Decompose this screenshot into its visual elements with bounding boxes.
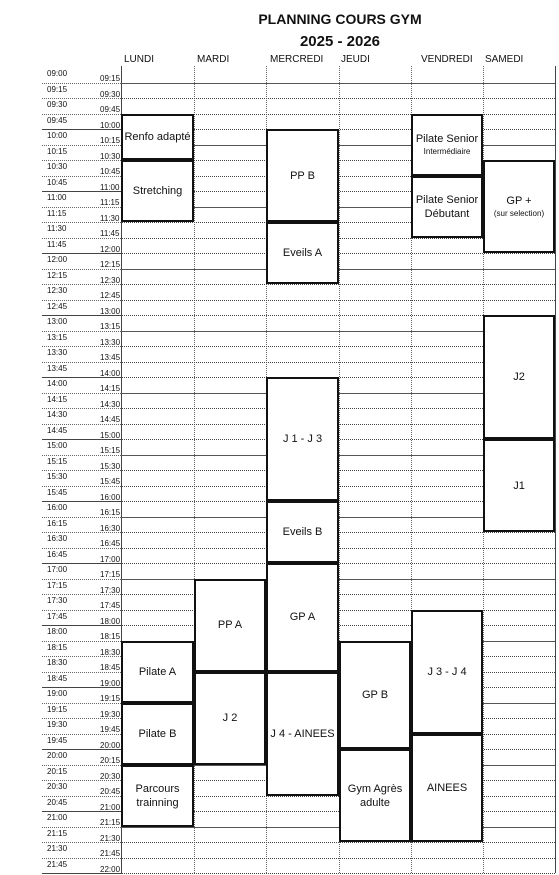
course-block[interactable] bbox=[483, 315, 555, 439]
row-divider bbox=[121, 98, 555, 99]
course-name: trainning bbox=[136, 796, 179, 809]
slot-end-time: 17:30 bbox=[100, 585, 121, 595]
slot-start-time: 14:00 bbox=[47, 379, 68, 388]
slot-end-time: 21:00 bbox=[100, 802, 121, 812]
slot-end-time: 20:15 bbox=[100, 756, 121, 765]
slot-start-time: 19:30 bbox=[47, 720, 68, 729]
slot-start-time: 15:30 bbox=[47, 472, 68, 481]
slot-end-time: 19:15 bbox=[100, 694, 121, 703]
slot-start-time: 17:45 bbox=[47, 611, 68, 621]
slot-start-time: 21:15 bbox=[47, 828, 68, 838]
slot-start-time: 17:30 bbox=[47, 596, 68, 605]
slot-end-time: 14:30 bbox=[100, 399, 121, 409]
slot-start-time: 09:15 bbox=[47, 84, 68, 94]
slot-end-time: 15:15 bbox=[100, 446, 121, 455]
course-name: Renfo adapté bbox=[124, 130, 191, 143]
slot-start-time: 10:15 bbox=[47, 146, 68, 156]
slot-start-time: 13:45 bbox=[47, 363, 68, 373]
slot-end-time: 15:45 bbox=[100, 477, 121, 486]
course-block[interactable] bbox=[266, 563, 339, 672]
course-block[interactable] bbox=[339, 641, 411, 750]
slot-end-time: 10:00 bbox=[100, 120, 121, 130]
slot-end-time: 11:45 bbox=[100, 229, 120, 238]
day-header: VENDREDI bbox=[421, 54, 473, 65]
row-divider bbox=[121, 83, 555, 84]
slot-end-time: 14:00 bbox=[100, 368, 121, 378]
slot-end-time: 17:45 bbox=[100, 601, 121, 610]
course-name: GP B bbox=[361, 688, 389, 701]
course-block[interactable] bbox=[266, 501, 339, 563]
slot-end-time: 13:00 bbox=[100, 306, 121, 316]
course-name: Parcours bbox=[135, 782, 180, 795]
course-name: PP B bbox=[290, 169, 315, 182]
slot-start-time: 18:45 bbox=[47, 673, 68, 683]
slot-end-time: 10:45 bbox=[100, 167, 121, 176]
slot-end-time: 11:00 bbox=[100, 182, 120, 192]
slot-start-time: 20:30 bbox=[47, 782, 68, 791]
course-name: J 4 - AINEES bbox=[270, 727, 335, 740]
course-name: PP A bbox=[217, 619, 243, 631]
course-block[interactable] bbox=[121, 641, 194, 703]
course-detail: Intermédiaire bbox=[423, 147, 471, 156]
slot-start-time: 21:45 bbox=[47, 859, 68, 869]
slot-end-time: 10:15 bbox=[100, 136, 121, 145]
slot-end-time: 12:30 bbox=[100, 275, 121, 285]
course-name: Eveils A bbox=[282, 247, 323, 259]
slot-start-time: 16:00 bbox=[47, 503, 68, 512]
course-name: GP A bbox=[289, 611, 316, 624]
slot-end-time: 19:30 bbox=[100, 709, 121, 719]
slot-start-time: 14:30 bbox=[47, 410, 68, 419]
course-name: Pilate Senior bbox=[415, 193, 479, 206]
slot-end-time: 16:00 bbox=[100, 492, 121, 502]
slot-start-time: 09:30 bbox=[47, 100, 68, 109]
slot-start-time: 17:15 bbox=[47, 580, 68, 590]
course-block[interactable] bbox=[266, 377, 339, 501]
slot-end-time: 11:30 bbox=[100, 213, 120, 223]
row-divider bbox=[121, 842, 555, 843]
slot-end-time: 19:45 bbox=[100, 725, 121, 734]
course-block[interactable] bbox=[121, 160, 194, 222]
slot-end-time: 09:45 bbox=[100, 105, 121, 114]
course-block[interactable] bbox=[411, 176, 483, 238]
slot-start-time: 10:00 bbox=[47, 131, 68, 140]
slot-end-time: 18:45 bbox=[100, 663, 121, 672]
slot-end-time: 13:15 bbox=[100, 322, 121, 331]
slot-end-time: 21:30 bbox=[100, 833, 121, 843]
slot-start-time: 11:15 bbox=[47, 208, 67, 218]
course-name: Pilate Senior bbox=[415, 133, 479, 145]
day-header: MARDI bbox=[197, 54, 230, 65]
course-block[interactable] bbox=[483, 439, 555, 532]
day-header: MERCREDI bbox=[270, 54, 324, 65]
row-divider bbox=[121, 858, 555, 859]
slot-start-time: 17:00 bbox=[47, 565, 68, 574]
course-detail: (sur selection) bbox=[493, 209, 545, 218]
slot-start-time: 20:45 bbox=[47, 797, 68, 807]
slot-start-time: 12:00 bbox=[47, 255, 68, 264]
course-block[interactable] bbox=[121, 114, 194, 161]
course-block[interactable] bbox=[194, 672, 266, 765]
course-block[interactable] bbox=[121, 703, 194, 765]
slot-end-time: 12:00 bbox=[100, 244, 121, 254]
slot-start-time: 19:15 bbox=[47, 704, 68, 714]
course-name: adulte bbox=[360, 796, 390, 809]
slot-end-time: 11:15 bbox=[100, 198, 120, 207]
slot-start-time: 15:45 bbox=[47, 487, 68, 497]
slot-end-time: 20:45 bbox=[100, 787, 121, 796]
slot-end-time: 20:30 bbox=[100, 771, 121, 781]
slot-end-time: 16:30 bbox=[100, 523, 121, 533]
slot-end-time: 09:30 bbox=[100, 89, 121, 99]
slot-start-time: 13:00 bbox=[47, 317, 68, 326]
slot-start-time: 20:15 bbox=[47, 766, 68, 776]
slot-start-time: 15:15 bbox=[47, 456, 68, 466]
slot-end-time: 15:00 bbox=[100, 430, 121, 440]
course-block[interactable] bbox=[339, 749, 411, 842]
slot-end-time: 18:00 bbox=[100, 616, 121, 626]
slot-start-time: 18:30 bbox=[47, 658, 68, 667]
course-name: AINEES bbox=[426, 781, 468, 794]
course-name: Gym Agrès bbox=[347, 782, 403, 795]
course-name: J1 bbox=[513, 479, 525, 492]
slot-end-time: 12:45 bbox=[100, 291, 121, 300]
school-year: 2025 - 2026 bbox=[299, 33, 381, 50]
slot-end-time: 14:15 bbox=[100, 384, 121, 393]
slot-start-time: 19:00 bbox=[47, 689, 68, 698]
slot-end-time: 17:15 bbox=[100, 570, 121, 579]
slot-start-time: 13:15 bbox=[47, 332, 68, 342]
row-divider bbox=[121, 284, 555, 285]
course-block[interactable] bbox=[411, 610, 483, 734]
day-header: JEUDI bbox=[341, 54, 370, 65]
day-header: SAMEDI bbox=[485, 54, 524, 65]
course-block[interactable] bbox=[121, 765, 194, 827]
course-block[interactable] bbox=[411, 114, 483, 176]
slot-end-time: 20:00 bbox=[100, 740, 121, 750]
slot-start-time: 16:15 bbox=[47, 518, 68, 528]
slot-end-time: 19:00 bbox=[100, 678, 121, 688]
slot-start-time: 09:45 bbox=[47, 115, 68, 125]
slot-start-time: 15:00 bbox=[47, 441, 68, 450]
page-title: PLANNING COURS GYM bbox=[258, 11, 422, 27]
row-divider bbox=[121, 873, 555, 874]
slot-start-time: 12:30 bbox=[47, 286, 68, 295]
course-name: Pilate A bbox=[138, 665, 177, 678]
slot-start-time: 21:30 bbox=[47, 844, 68, 853]
slot-end-time: 13:30 bbox=[100, 337, 121, 347]
slot-start-time: 12:45 bbox=[47, 301, 68, 311]
slot-start-time: 21:00 bbox=[47, 813, 68, 822]
day-header: LUNDI bbox=[124, 54, 155, 65]
course-name: Pilate B bbox=[138, 727, 177, 740]
slot-end-time: 22:00 bbox=[100, 864, 121, 874]
slot-end-time: 09:15 bbox=[100, 74, 121, 83]
slot-start-time: 14:15 bbox=[47, 394, 68, 404]
course-name: GP + bbox=[506, 195, 532, 207]
row-divider bbox=[121, 300, 555, 301]
slot-start-time: 10:45 bbox=[47, 177, 68, 187]
slot-start-time: 18:00 bbox=[47, 627, 68, 636]
slot-start-time: 16:45 bbox=[47, 549, 68, 559]
slot-start-time: 09:00 bbox=[47, 69, 68, 78]
slot-start-time: 20:00 bbox=[47, 751, 68, 760]
slot-end-time: 21:15 bbox=[100, 818, 121, 827]
slot-end-time: 13:45 bbox=[100, 353, 121, 362]
course-name: J 1 - J 3 bbox=[282, 433, 323, 445]
slot-start-time: 16:30 bbox=[47, 534, 68, 543]
slot-start-time: 12:15 bbox=[47, 270, 68, 280]
slot-start-time: 11:45 bbox=[47, 239, 67, 249]
course-block[interactable] bbox=[483, 160, 555, 253]
slot-end-time: 17:00 bbox=[100, 554, 121, 564]
slot-end-time: 18:15 bbox=[100, 632, 121, 641]
course-block[interactable] bbox=[266, 129, 339, 222]
slot-start-time: 14:45 bbox=[47, 425, 68, 435]
course-block[interactable] bbox=[194, 579, 266, 672]
slot-start-time: 11:30 bbox=[47, 224, 67, 233]
slot-start-time: 19:45 bbox=[47, 735, 68, 745]
column-divider bbox=[555, 66, 556, 873]
course-name: Stretching bbox=[132, 185, 183, 197]
slot-end-time: 12:15 bbox=[100, 260, 121, 269]
row-divider bbox=[121, 827, 555, 828]
slot-end-time: 21:45 bbox=[100, 849, 121, 858]
course-name: J 3 - J 4 bbox=[427, 665, 467, 678]
course-name: Débutant bbox=[424, 207, 470, 220]
slot-start-time: 13:30 bbox=[47, 348, 68, 357]
slot-start-time: 18:15 bbox=[47, 642, 68, 652]
course-name: Eveils B bbox=[282, 526, 323, 538]
course-block[interactable] bbox=[266, 222, 339, 284]
slot-end-time: 15:30 bbox=[100, 461, 121, 471]
slot-end-time: 16:45 bbox=[100, 539, 121, 548]
slot-end-time: 18:30 bbox=[100, 647, 121, 657]
slot-start-time: 11:00 bbox=[47, 193, 67, 202]
slot-end-time: 16:15 bbox=[100, 508, 121, 517]
slot-start-time: 10:30 bbox=[47, 162, 68, 171]
course-block[interactable] bbox=[411, 734, 483, 843]
course-name: J2 bbox=[513, 371, 525, 383]
course-name: J 2 bbox=[222, 712, 238, 724]
course-block[interactable] bbox=[266, 672, 339, 796]
slot-end-time: 10:30 bbox=[100, 151, 121, 161]
slot-end-time: 14:45 bbox=[100, 415, 121, 424]
